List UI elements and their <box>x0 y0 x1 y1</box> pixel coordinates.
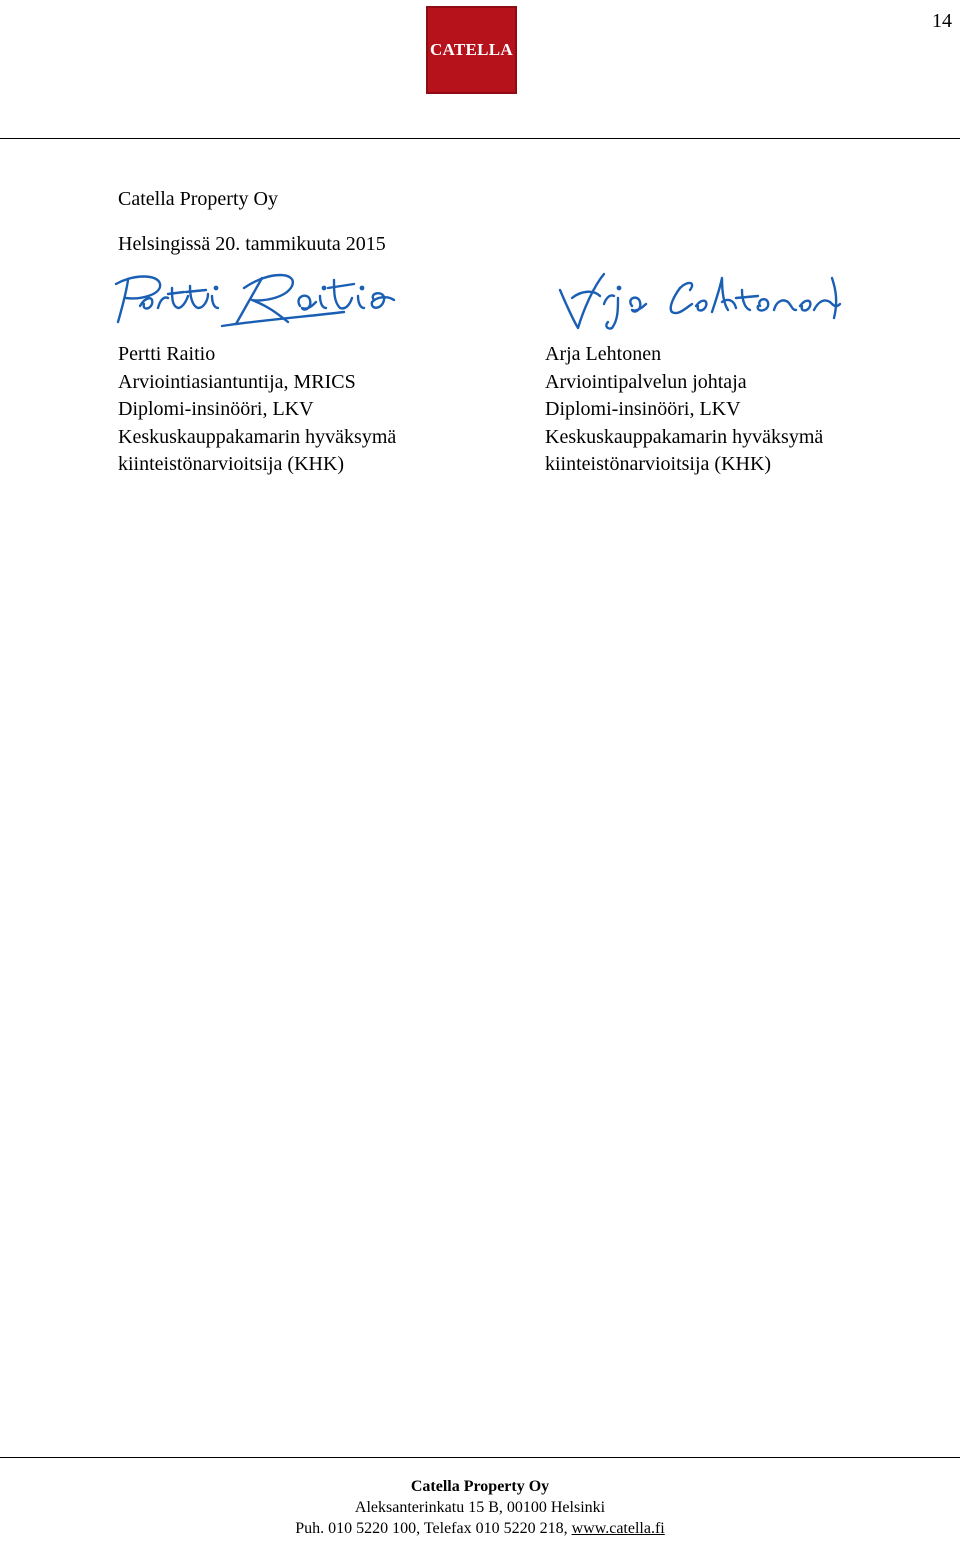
footer-address: Aleksanterinkatu 15 B, 00100 Helsinki <box>354 1499 606 1516</box>
header-divider <box>0 138 960 139</box>
signer-degree: Diplomi-insinööri, LKV <box>118 398 314 420</box>
footer-contact <box>0 1518 960 1539</box>
letter-company: Catella Property Oy <box>118 188 278 210</box>
letter-place-date: Helsingissä 20. tammikuuta 2015 <box>118 233 386 255</box>
signer-approval-line-2: kiinteistönarvioitsija (KHK) <box>118 453 345 475</box>
footer-divider <box>0 1457 960 1458</box>
footer-contact-text: Puh. 010 5220 100, Telefax 010 5220 218, <box>295 1520 572 1537</box>
footer <box>0 1476 960 1539</box>
signer-name: Arja Lehtonen <box>545 343 662 365</box>
signer-block-arja-lehtonen <box>545 341 823 479</box>
signer-name: Pertti Raitio <box>118 343 216 365</box>
signer-approval-line-1: Keskuskauppakamarin hyväksymä <box>545 425 824 448</box>
signer-title: Arviointipalvelun johtaja <box>545 370 747 393</box>
logo-text: CATELLA <box>429 40 514 59</box>
signer-block-pertti-raitio <box>118 341 396 479</box>
signer-approval-line-1: Keskuskauppakamarin hyväksymä <box>118 425 397 448</box>
signer-approval-line-2: kiinteistönarvioitsija (KHK) <box>545 453 772 475</box>
signer-title: Arviointiasiantuntija, MRICS <box>118 370 356 393</box>
catella-logo <box>426 6 517 94</box>
signature-arja-lehtonen <box>556 268 844 332</box>
footer-company: Catella Property Oy <box>410 1478 550 1495</box>
footer-website-link[interactable]: www.catella.fi <box>571 1520 665 1537</box>
page-number: 14 <box>932 10 952 32</box>
signature-pertti-raitio <box>112 266 397 328</box>
signer-degree: Diplomi-insinööri, LKV <box>545 398 741 420</box>
